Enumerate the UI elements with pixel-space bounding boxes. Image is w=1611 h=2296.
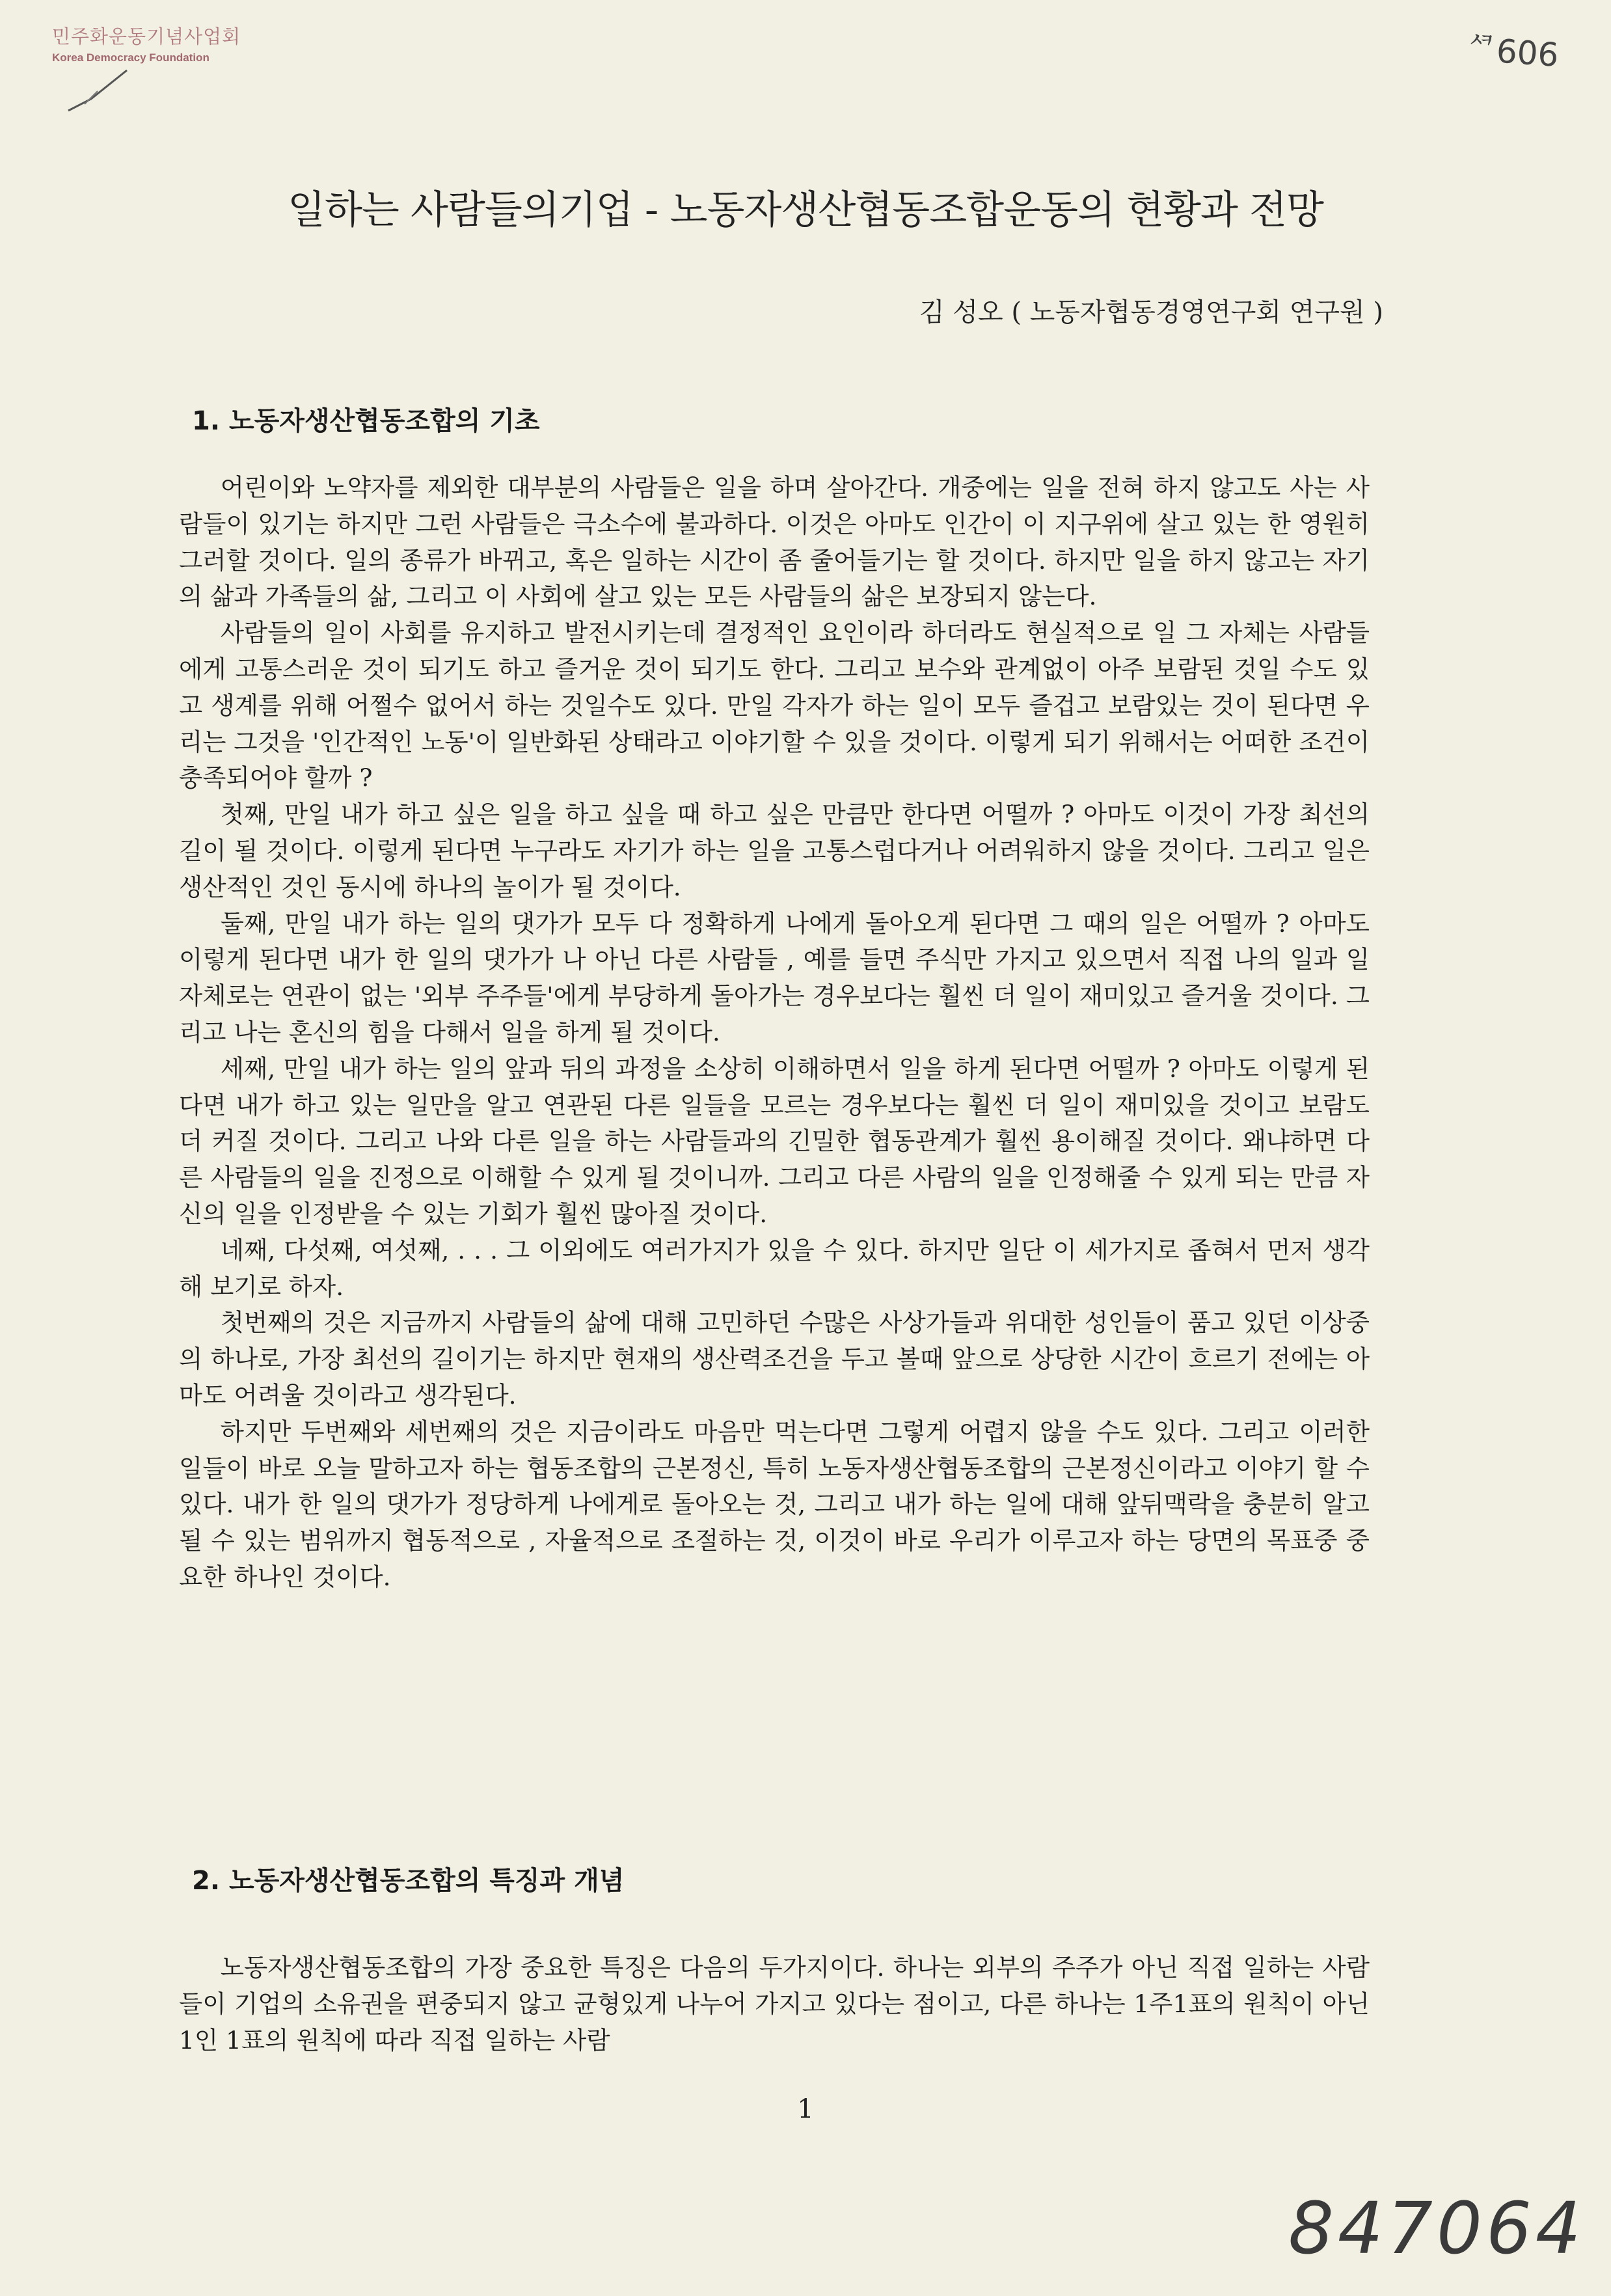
paragraph: 둘째, 만일 내가 하는 일의 댓가가 모두 다 정확하게 나에게 돌아오게 된다면 그 때의 일은 어떨까 ? 아마도 이렇게 된다면 내가 한 일의 댓가가 나 아닌 다른 사람들 , 예를 들면 주식만 가지고 있으면서 직접 나의 일과 일자체로는 연관이 없는 '외부 주주들'에게 부당하게 돌아가는 경우보다는 훨씬 더 일이 재미있고 즐거울 것이다. 그리고 나는 혼신의 힘을 다해서 일을 하게 될 것이다. <box>179 909 1370 1046</box>
paragraph: 어린이와 노약자를 제외한 대부분의 사람들은 일을 하며 살아간다. 개중에는 일을 전혀 하지 않고도 사는 사람들이 있기는 하지만 그런 사람들은 극소수에 불과하다. 이것은 아마도 인간이 이 지구위에 살고 있는 한 영원히 그러할 것이다. 일의 종류가 바뀌고, 혹은 일하는 시간이 좀 줄어들기는 할 것이다. 하지만 일을 하지 않고는 자기의 삶과 가족들의 삶, 그리고 이 사회에 살고 있는 모든 사람들의 삶은 보장되지 않는다. <box>179 473 1370 611</box>
watermark <box>52 22 312 64</box>
watermark-korean: 민주화운동기념사업회 <box>52 25 241 48</box>
author-line: 김 성오 ( 노동자협동경영연구회 연구원 ) <box>919 297 1383 327</box>
section-2-heading: 2. 노동자생산협동조합의 특징과 개념 <box>192 1866 625 1896</box>
section-2-body <box>179 1950 1370 2058</box>
page-number: 1 <box>797 2094 814 2124</box>
pencil-mark-icon <box>65 65 137 117</box>
paragraph: 사람들의 일이 사회를 유지하고 발전시키는데 결정적인 요인이라 하더라도 현실적으로 일 그 자체는 사람들에게 고통스러운 것이 되기도 하고 즐거운 것이 되기도 한다. 그리고 보수와 관계없이 아주 보람된 것일 수도 있고 생계를 위해 어쩔수 없어서 하는 것일수도 있다. 만일 각자가 하는 일이 모두 즐겁고 보람있는 것이 된다면 우리는 그것을 '인간적인 노동'이 일반화된 상태라고 이야기할 수 있을 것이다. 이렇게 되기 위해서는 어떠한 조건이 충족되어야 할까 ? <box>179 618 1370 793</box>
watermark-english: Korea Democracy Foundation <box>52 51 210 64</box>
handwritten-archive-number: 847064 <box>1288 2187 1585 2270</box>
section-1-body <box>179 470 1370 1596</box>
document-title: 일하는 사람들의기업 - 노동자생산협동조합운동의 현황과 전망 <box>288 187 1323 233</box>
paragraph: 세째, 만일 내가 하는 일의 앞과 뒤의 과정을 소상히 이해하면서 일을 하게 된다면 어떨까 ? 아마도 이렇게 된다면 내가 하고 있는 일만을 알고 연관된 다른 일들을 모르는 경우보다는 훨씬 더 일이 재미있을 것이고 보람도 더 커질 것이다. 그리고 나와 다른 일을 하는 사람들과의 긴밀한 협동관계가 훨씬 용이해질 것이다. 왜냐하면 다른 사람들의 일을 진정으로 이해할 수 있게 될 것이니까. 그리고 다른 사람의 일을 인정해줄 수 있게 되는 만큼 자신의 일을 인정받을 수 있는 기회가 훨씬 많아질 것이다. <box>179 1054 1370 1228</box>
paragraph: 하지만 두번째와 세번째의 것은 지금이라도 마음만 먹는다면 그렇게 어렵지 않을 수도 있다. 그리고 이러한 일들이 바로 오늘 말하고자 하는 협동조합의 근본정신, 특히 노동자생산협동조합의 근본정신이라고 이야기 할 수 있다. 내가 한 일의 댓가가 정당하게 나에게로 돌아오는 것, 그리고 내가 하는 일에 대해 앞뒤맥락을 충분히 알고 될 수 있는 범위까지 협동적으로 , 자율적으로 조절하는 것, 이것이 바로 우리가 이루고자 하는 당면의 목표중 중요한 하나인 것이다. <box>179 1417 1370 1591</box>
paragraph: 첫째, 만일 내가 하고 싶은 일을 하고 싶을 때 하고 싶은 만큼만 한다면 어떨까 ? 아마도 이것이 가장 최선의 길이 될 것이다. 이렇게 된다면 누구라도 자기가 하는 일을 고통스럽다거나 어려워하지 않을 것이다. 그리고 일은 생산적인 것인 동시에 하나의 놀이가 될 것이다. <box>179 800 1370 901</box>
handwritten-top-note: ᄸ606 <box>1464 30 1560 74</box>
section-1-heading: 1. 노동자생산협동조합의 기초 <box>192 406 540 436</box>
paragraph: 첫번째의 것은 지금까지 사람들의 삶에 대해 고민하던 수많은 사상가들과 위대한 성인들이 품고 있던 이상중의 하나로, 가장 최선의 길이기는 하지만 현재의 생산력조건을 두고 볼때 앞으로 상당한 시간이 흐르기 전에는 아마도 어려울 것이라고 생각된다. <box>179 1308 1370 1410</box>
paragraph: 네째, 다섯째, 여섯째, . . . 그 이외에도 여러가지가 있을 수 있다. 하지만 일단 이 세가지로 좁혀서 먼저 생각해 보기로 하자. <box>179 1235 1370 1301</box>
paragraph: 노동자생산협동조합의 가장 중요한 특징은 다음의 두가지이다. 하나는 외부의 주주가 아닌 직접 일하는 사람들이 기업의 소유권을 편중되지 않고 균형있게 나누어 가지고 있다는 점이고, 다른 하나는 1주1표의 원칙이 아닌 1인 1표의 원칙에 따라 직접 일하는 사람 <box>179 1953 1370 2055</box>
